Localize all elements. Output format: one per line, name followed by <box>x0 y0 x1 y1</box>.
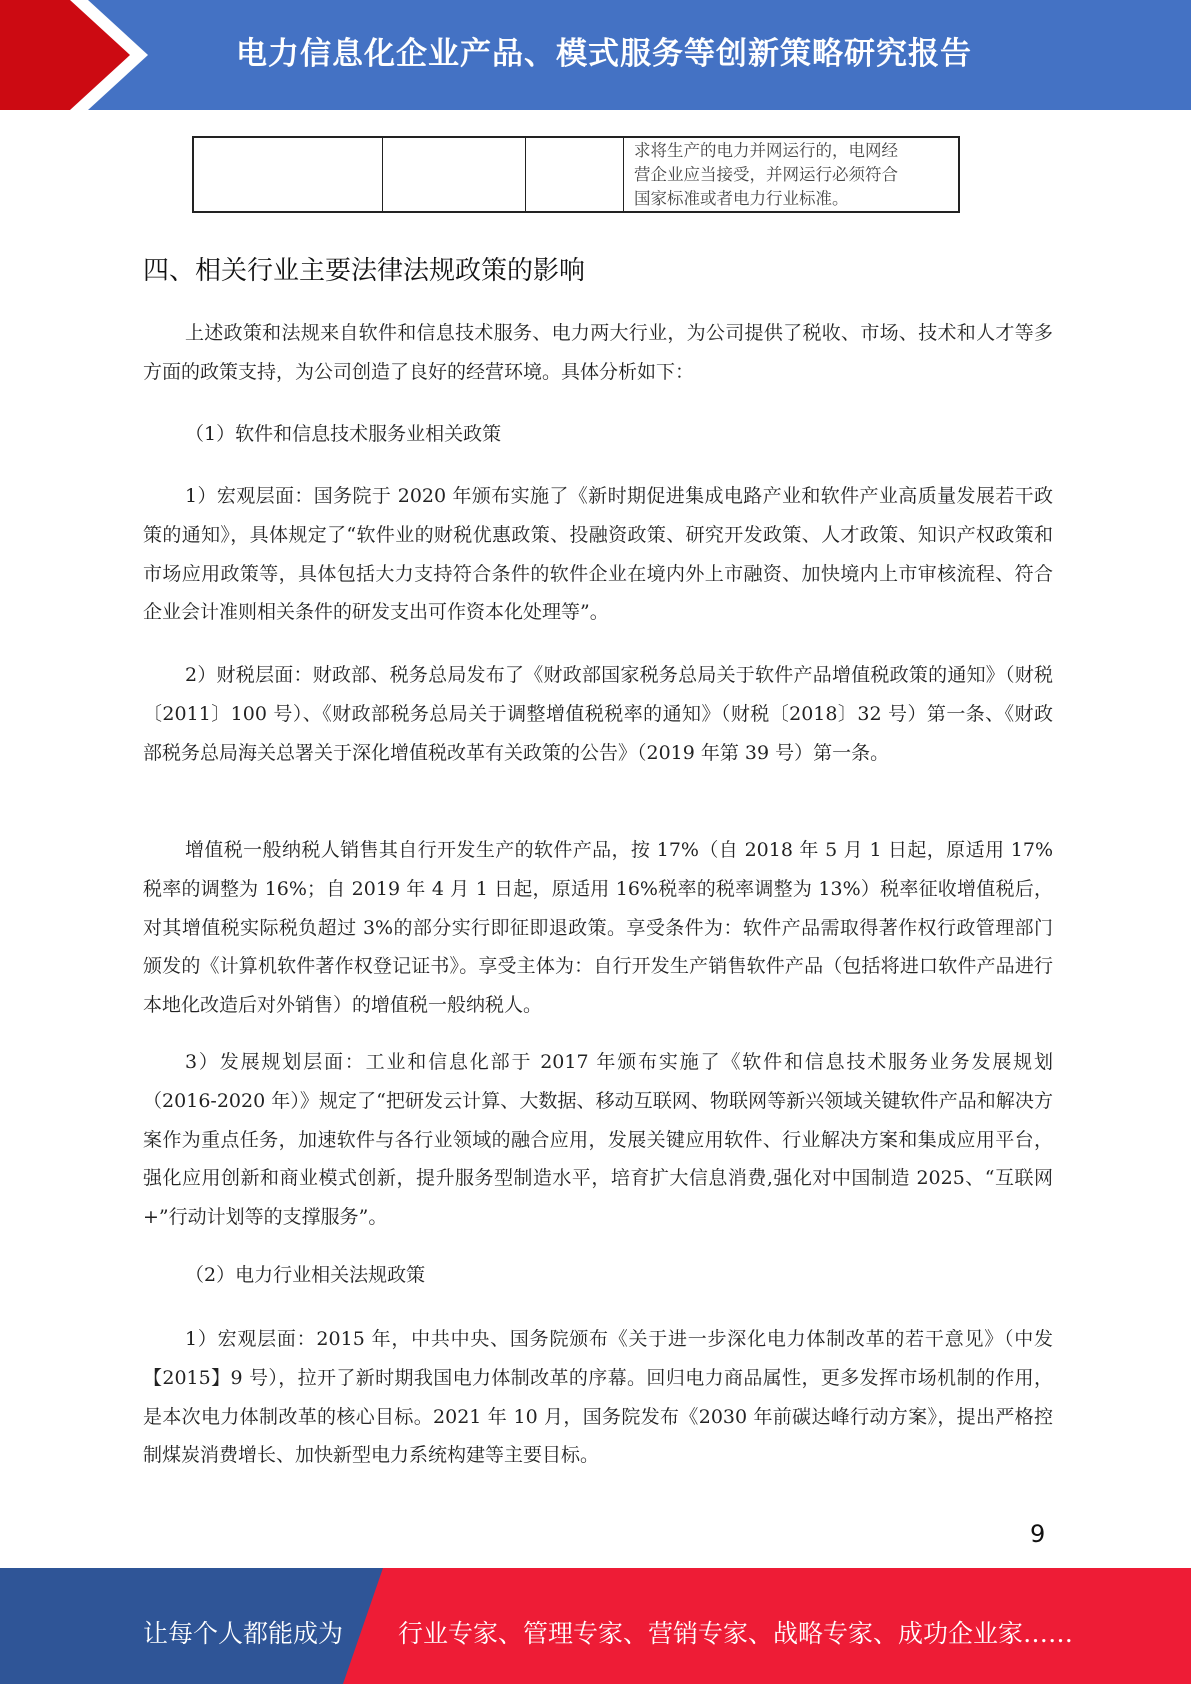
table-cell-empty <box>383 138 526 211</box>
table-cell-line: 求将生产的电力并网运行的，电网经 <box>634 141 898 160</box>
paragraph-tax-policy: 2）财税层面：财政部、税务总局发布了《财政部国家税务总局关于软件产品增值税政策的通知》（财税〔2011〕100 号）、《财政部税务总局关于调整增值税税率的通知》（财税〔2018〕32 号）第一条、《财政部税务总局海关总署关于深化增值税改革有关政策的公告》（2019 年第 39 号）第一条。 <box>143 664 1053 764</box>
paragraph-vat: 增值税一般纳税人销售其自行开发生产的软件产品，按 17%（自 2018 年 5 月 1 日起，原适用 17%税率的调整为 16%；自 2019 年 4 月 1 日起，原适用 16%税率的税率调整为 13%）税率征收增值税后，对其增值税实际税负超过 3%的部分实行即征即退政策。享受条件为：软件产品需取得著作权行政管理部门颁发的《计算机软件著作权登记证书》。享受主体为：自行开发生产销售软件产品（包括将进口软件产品进行本地化改造后对外销售）的增值税一般纳税人。 <box>143 839 1053 1017</box>
paragraph-macro-software: 1）宏观层面：国务院于 2020 年颁布实施了《新时期促进集成电路产业和软件产业高质量发展若干政策的通知》，具体规定了“软件业的财税优惠政策、投融资政策、研究开发政策、人才政策、知识产权政策和市场应用政策等，具体包括大力支持符合条件的软件企业在境内外上市融资、加快境内上市审核流程、符合企业会计准则相关条件的研发支出可作资本化处理等”。 <box>143 485 1053 624</box>
subheading-power-policy: （2）电力行业相关法规政策 <box>185 1264 426 1286</box>
paragraph-intro: 上述政策和法规来自软件和信息技术服务、电力两大行业，为公司提供了税收、市场、技术和人才等多方面的政策支持，为公司创造了良好的经营环境。具体分析如下： <box>143 322 1053 383</box>
footer-slogan-right: 行业专家、管理专家、营销专家、战略专家、成功企业家…… <box>398 1619 1074 1648</box>
paragraph-macro-power: 1）宏观层面：2015 年，中共中央、国务院颁布《关于进一步深化电力体制改革的若干意见》（中发【2015】9 号），拉开了新时期我国电力体制改革的序幕。回归电力商品属性，更多发挥市场机制的作用，是本次电力体制改革的核心目标。2021 年 10 月，国务院发布《2030 年前碳达峰行动方案》，提出严格控制煤炭消费增长、加快新型电力系统构建等主要目标。 <box>143 1328 1053 1467</box>
page-number: 9 <box>1030 1520 1046 1548</box>
table-cell-empty <box>194 138 383 211</box>
table-cell-line: 国家标准或者电力行业标准。 <box>634 189 849 208</box>
table-cell-text <box>624 138 958 211</box>
subheading-software-policy: （1）软件和信息技术服务业相关政策 <box>185 423 502 445</box>
section-heading: 四、相关行业主要法律法规政策的影响 <box>143 256 586 286</box>
page-header <box>0 0 1191 110</box>
table-fragment <box>192 136 960 213</box>
paragraph-development-plan: 3）发展规划层面：工业和信息化部于 2017 年颁布实施了《软件和信息技术服务业务发展规划（2016-2020 年）》规定了“把研发云计算、大数据、移动互联网、物联网等新兴领域关键软件产品和解决方案作为重点任务，加速软件与各行业领域的融合应用，发展关键应用软件、行业解决方案和集成应用平台，强化应用创新和商业模式创新，提升服务型制造水平，培育扩大信息消费,强化对中国制造 2025、“互联网+”行动计划等的支撑服务”。 <box>143 1051 1053 1229</box>
table-cell-line: 营企业应当接受，并网运行必须符合 <box>634 165 898 184</box>
footer-slogan-left: 让每个人都能成为 <box>143 1619 344 1648</box>
header-title: 电力信息化企业产品、模式服务等创新策略研究报告 <box>236 36 972 72</box>
table-cell-empty <box>526 138 624 211</box>
